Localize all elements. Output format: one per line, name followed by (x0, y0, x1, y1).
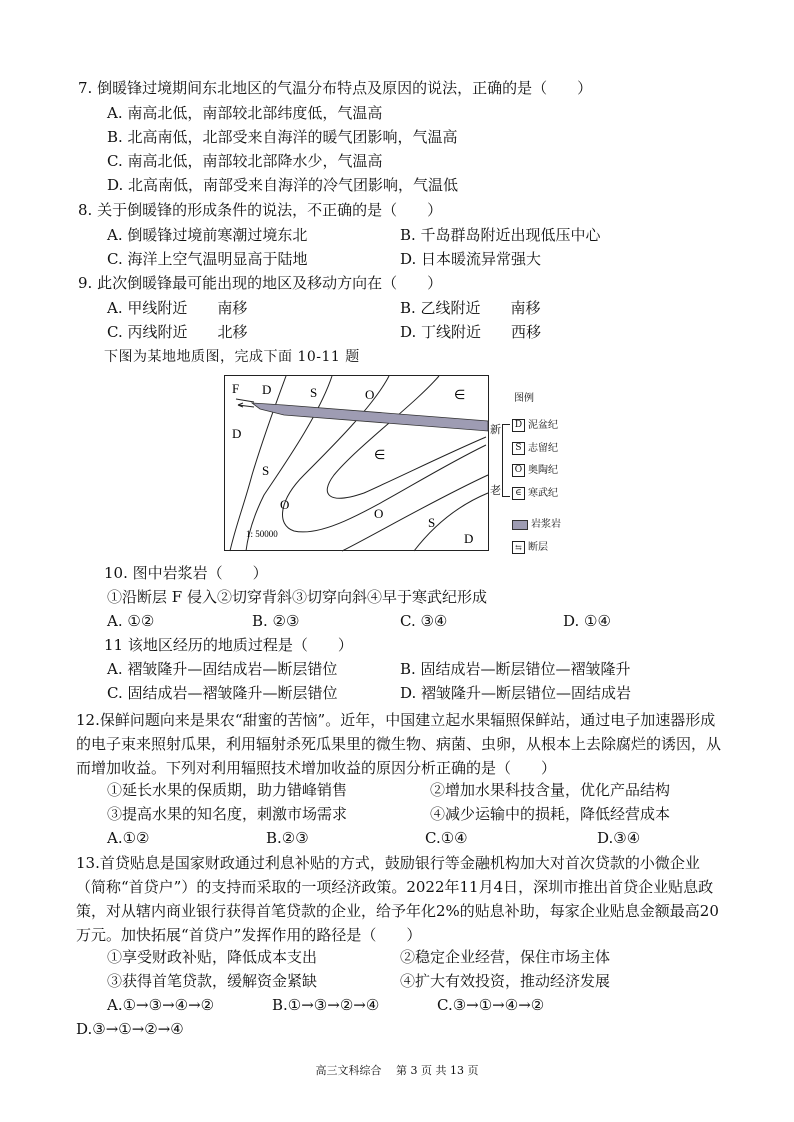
q9-option-c: C. 丙线附近 北移 (107, 323, 248, 341)
legend-symbol-d: D (512, 419, 525, 432)
legend-label-devonian: 泥盆纪 (528, 420, 558, 431)
q12-option-c: C.①④ (425, 829, 468, 847)
q13-option-c: C.③→①→④→② (437, 996, 545, 1014)
map-label-e-top: ∈ (454, 387, 466, 402)
map-label-o-left: O (280, 497, 290, 512)
q12-item-3: ③提高水果的知名度，刺激市场需求 (107, 805, 348, 823)
q13-option-b: B.①→③→②→④ (272, 996, 380, 1014)
q10-option-b: B. ②③ (252, 612, 300, 630)
q13-option-d: D.③→①→②→④ (76, 1020, 184, 1038)
q12-stem: 12.保鲜问题向来是果农“甜蜜的苦恼”。近年，中国建立起水果辐照保鲜站，通过电子加速器形成的电子束来照射瓜果，利用辐射杀死瓜果里的微生物、病菌、虫卵，从根本上去除腐烂的诱因，从而增加收益。下列对利用辐照技术增加收益的原因分析正确的是（ ） (76, 711, 722, 777)
age-tick-bottom (502, 496, 510, 497)
legend-symbol-o: O (512, 464, 525, 477)
q7-option-c: C. 南高北低，南部较北部降水少，气温高 (107, 152, 383, 170)
legend-label-magma: 岩浆岩 (531, 519, 561, 530)
q10-option-d: D. ①④ (563, 612, 611, 630)
q12-item-1: ①延长水果的保质期，助力错峰销售 (107, 781, 348, 799)
q13-item-3: ③获得首笔贷款，缓解资金紧缺 (107, 972, 318, 990)
q9-option-b: B. 乙线附近 南移 (400, 299, 541, 317)
q12-option-d: D.③④ (597, 829, 641, 847)
legend-item-fault (512, 538, 548, 554)
q13-item-4: ④扩大有效投资，推动经济发展 (400, 972, 611, 990)
q9-option-d: D. 丁线附近 西移 (400, 323, 542, 341)
map-label-d-left: D (232, 426, 242, 441)
q8-option-d: D. 日本暖流异常强大 (400, 250, 542, 268)
q11-option-a: A. 褶皱隆升—固结成岩—断层错位 (107, 660, 338, 678)
legend-magma-swatch (512, 520, 528, 530)
q12-option-a: A.①② (107, 829, 150, 847)
q12-item-4: ④减少运输中的损耗，降低经营成本 (430, 805, 671, 823)
map-label-o-top: O (365, 387, 375, 402)
legend-label-ordovician: 奥陶纪 (528, 465, 558, 476)
map-label-s-left: S (262, 463, 270, 478)
page-footer: 高三文科综合 第 3 页 共 13 页 (315, 1064, 479, 1077)
map-scale: 1: 50000 (246, 529, 278, 539)
map-label-d-bottom: D (464, 531, 474, 546)
q12-item-2: ②增加水果科技含量，优化产品结构 (430, 781, 671, 799)
q11-option-b: B. 固结成岩—断层错位—褶皱隆升 (400, 660, 631, 678)
legend-title: 图例 (514, 393, 534, 404)
legend-item-devonian (512, 416, 558, 432)
q13-option-a: A.①→③→④→② (107, 996, 215, 1014)
legend-label-silurian: 志留纪 (528, 443, 558, 454)
legend-label-cambrian: 寒武纪 (528, 488, 558, 499)
q12-option-b: B.②③ (266, 829, 309, 847)
age-axis (502, 424, 503, 496)
age-tick-top (502, 424, 510, 425)
q9-stem: 9. 此次倒暖锋最可能出现的地区及移动方向在（ ） (78, 274, 443, 292)
q10-option-a: A. ①② (107, 612, 155, 630)
legend-item-silurian (512, 439, 558, 455)
legend-item-ordovician (512, 461, 558, 477)
q8-option-c: C. 海洋上空气温明显高于陆地 (107, 250, 308, 268)
legend-symbol-e: ∈ (512, 487, 525, 500)
q11-stem: 11 该地区经历的地质过程是（ ） (104, 636, 353, 654)
q8-stem: 8. 关于倒暖锋的形成条件的说法，不正确的是（ ） (78, 201, 443, 219)
map-label-e-center: ∈ (374, 447, 386, 462)
q9-option-a: A. 甲线附近 南移 (107, 299, 248, 317)
q8-option-b: B. 千岛群岛附近出现低压中心 (400, 226, 601, 244)
age-new-label: 新 (490, 423, 501, 436)
q7-option-d: D. 北高南低，南部受来自海洋的冷气团影响，气温低 (107, 176, 459, 194)
q7-option-a: A. 南高北低，南部较北部纬度低，气温高 (107, 104, 383, 122)
map-label-f: F (232, 381, 240, 396)
map-label-d-top: D (262, 382, 272, 397)
legend-item-magma (512, 515, 561, 530)
q13-stem: 13.首贷贴息是国家财政通过利息补贴的方式，鼓励银行等金融机构加大对首次贷款的小微企业（简称“首贷户”）的支持而采取的一项经济政策。2022年11月4日，深圳市推出首贷企业贴息政策，对从辖内商业银行获得首笔贷款的企业，给予年化2%的贴息补助，每家企业贴息金额最高20万元。加快拓展“首贷户”发挥作用的路径是（ ） (76, 854, 719, 944)
map-label-o-bottom: O (374, 506, 384, 521)
legend-item-cambrian (512, 484, 558, 500)
q13-item-2: ②稳定企业经营，保住市场主体 (400, 948, 611, 966)
q13-item-1: ①享受财政补贴，降低成本支出 (107, 948, 318, 966)
q11-option-c: C. 固结成岩—褶皱隆升—断层错位 (107, 684, 338, 702)
map-label-s-bottom: S (428, 515, 436, 530)
legend-label-fault: 断层 (528, 542, 548, 553)
q7-stem: 7. 倒暖锋过境期间东北地区的气温分布特点及原因的说法，正确的是（ ） (78, 79, 593, 97)
q8-option-a: A. 倒暖锋过境前寒潮过境东北 (107, 226, 308, 244)
q11-option-d: D. 褶皱隆升—断层错位—固结成岩 (400, 684, 632, 702)
fault-icon: ⇆ (512, 541, 525, 554)
legend-symbol-s: S (512, 442, 525, 455)
q10-items: ①沿断层 F 侵入②切穿背斜③切穿向斜④早于寒武纪形成 (107, 588, 487, 606)
map-label-s-top: S (310, 385, 318, 400)
q10-option-c: C. ③④ (400, 612, 448, 630)
figure-caption: 下图为某地地质图，完成下面 10-11 题 (104, 349, 360, 365)
age-old-label: 老 (490, 484, 501, 497)
q10-stem: 10. 图中岩浆岩（ ） (104, 564, 268, 582)
q7-option-b: B. 北高南低，北部受来自海洋的暖气团影响，气温高 (107, 128, 458, 146)
